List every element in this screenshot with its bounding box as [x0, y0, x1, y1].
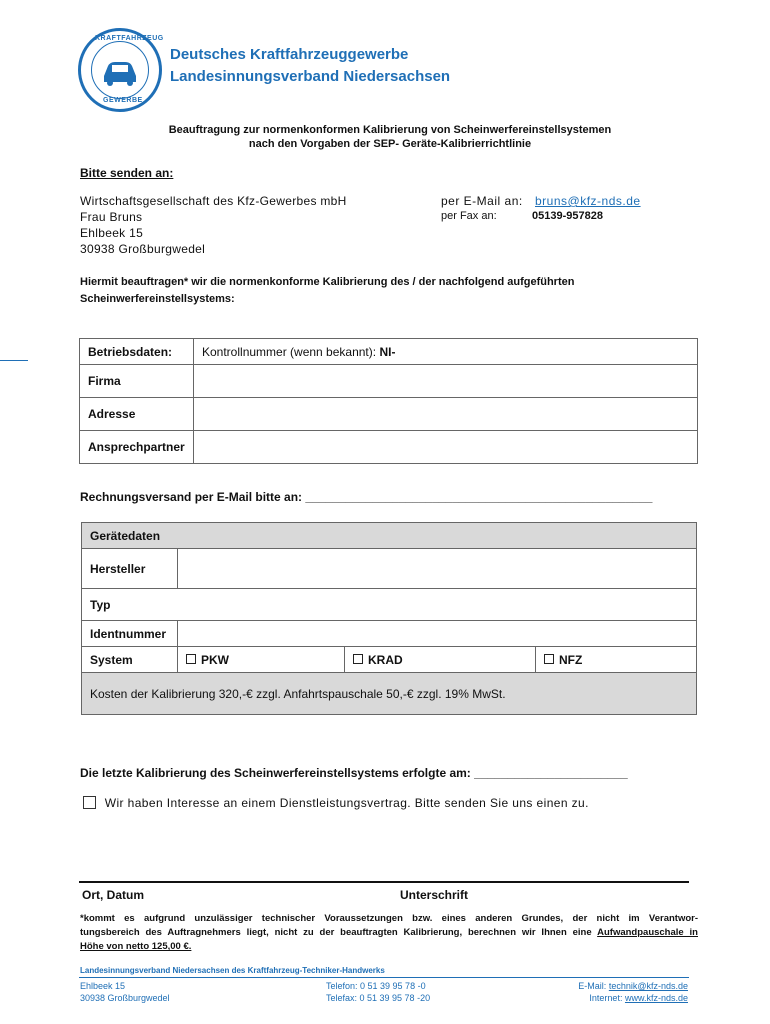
- service-contract-text: Wir haben Interesse an einem Dienstleistungsvertrag. Bitte senden Sie uns einen zu.: [104, 796, 589, 810]
- fold-mark: [0, 360, 28, 361]
- checkbox-icon[interactable]: [353, 654, 363, 664]
- address-line: Ehlbeek 15: [80, 226, 144, 240]
- intro-line1: Hiermit beauftragen* wir die normenkonforme Kalibrierung des / der nachfolgend aufgeführten: [80, 276, 575, 288]
- footer-email-row: [578, 981, 688, 991]
- signature-line: [79, 881, 689, 883]
- system-option-krad[interactable]: [345, 647, 536, 673]
- system-option-pkw[interactable]: [178, 647, 345, 673]
- org-name-line2: Landesinnungsverband Niedersachsen: [170, 68, 451, 85]
- email-label: per E-Mail an:: [441, 194, 523, 208]
- firma-input[interactable]: [194, 365, 698, 398]
- option-label-pkw: PKW: [201, 652, 229, 667]
- last-calibration-field[interactable]: _______________________: [474, 766, 628, 780]
- option-label-nfz: NFZ: [559, 652, 583, 667]
- business-data-label: Betriebsdaten:: [80, 339, 194, 365]
- control-number-field[interactable]: [194, 339, 698, 365]
- footnote-line1: *kommt es aufgrund unzulässiger technischer Voraussetzungen bzw. eines anderen Grundes, der nicht im Verantwor-: [80, 913, 698, 924]
- footer-web-row: [589, 993, 688, 1003]
- last-calibration-label: Die letzte Kalibrierung des Scheinwerfereinstellsystems erfolgte am:: [80, 766, 471, 780]
- identnummer-input[interactable]: [178, 621, 697, 647]
- typ-input[interactable]: [178, 589, 697, 621]
- row-label-identnummer: Identnummer: [82, 621, 178, 647]
- adresse-input[interactable]: [194, 398, 698, 431]
- car-icon: [91, 41, 149, 99]
- row-label-firma: Firma: [80, 365, 194, 398]
- footnote-line2: [80, 926, 698, 940]
- footer-street: Ehlbeek 15: [80, 981, 126, 991]
- last-calibration-row: [80, 766, 628, 780]
- device-data-heading: Gerätedaten: [82, 523, 697, 549]
- intro-line2: Scheinwerfereinstellsystems:: [80, 293, 235, 305]
- checkbox-icon[interactable]: [544, 654, 554, 664]
- cost-note: Kosten der Kalibrierung 320,-€ zzgl. Anfahrtspauschale 50,-€ zzgl. 19% MwSt.: [82, 673, 697, 715]
- hersteller-input[interactable]: [178, 549, 697, 589]
- logo-text-top: KRAFTFAHRZEUG: [95, 35, 164, 42]
- address-line: Frau Bruns: [80, 210, 143, 224]
- footnote-fee-amount: Höhe von netto 125,00 €.: [80, 941, 192, 952]
- row-label-ansprechpartner: Ansprechpartner: [80, 431, 194, 464]
- footnote-line2-text: tungsbereich des Auftragnehmers liegt, nicht zu der beauftragten Kalibrierung, berechnen wir Ihnen eine: [80, 927, 592, 938]
- control-number-prefix: NI-: [379, 344, 396, 359]
- address-line: 30938 Großburgwedel: [80, 242, 206, 256]
- footnote-fee-highlight: Aufwandpauschale in: [597, 927, 698, 938]
- service-contract-checkbox[interactable]: [83, 796, 96, 809]
- footer-divider: [79, 977, 689, 978]
- row-label-hersteller: Hersteller: [82, 549, 178, 589]
- footer-web-label: Internet:: [589, 993, 623, 1003]
- control-number-label: Kontrollnummer (wenn bekannt):: [202, 344, 377, 359]
- fax-label: per Fax an:: [441, 210, 497, 222]
- email-link[interactable]: bruns@kfz-nds.de: [535, 194, 641, 208]
- invoice-email-row: [80, 490, 652, 504]
- send-to-heading: Bitte senden an:: [80, 166, 174, 180]
- place-date-label: Ort, Datum: [82, 888, 145, 902]
- row-label-adresse: Adresse: [80, 398, 194, 431]
- ansprechpartner-input[interactable]: [194, 431, 698, 464]
- fax-number: 05139-957828: [532, 210, 603, 222]
- option-label-krad: KRAD: [368, 652, 403, 667]
- device-data-table: [81, 522, 697, 715]
- footer-fax: Telefax: 0 51 39 95 78 -20: [326, 993, 431, 1003]
- footer-city: 30938 Großburgwedel: [80, 993, 170, 1003]
- logo-text-bottom: GEWERBE: [103, 97, 143, 104]
- signature-label: Unterschrift: [400, 888, 469, 902]
- kfz-gewerbe-logo: [78, 28, 162, 112]
- row-label-system: System: [82, 647, 178, 673]
- footer-web-link[interactable]: www.kfz-nds.de: [624, 993, 688, 1003]
- invoice-email-field[interactable]: ____________________________________________________: [305, 490, 653, 504]
- row-label-typ: Typ: [82, 589, 178, 621]
- business-data-table: [79, 338, 698, 464]
- invoice-email-label: Rechnungsversand per E-Mail bitte an:: [80, 490, 303, 504]
- address-line: Wirtschaftsgesellschaft des Kfz-Gewerbes mbH: [80, 194, 347, 208]
- org-name-line1: Deutsches Kraftfahrzeuggewerbe: [170, 46, 409, 63]
- system-option-nfz[interactable]: [536, 647, 697, 673]
- document-title-line2: nach den Vorgaben der SEP- Geräte-Kalibrierrichtlinie: [248, 138, 532, 150]
- footer-phone: Telefon: 0 51 39 95 78 -0: [326, 981, 426, 991]
- footer-email-link[interactable]: technik@kfz-nds.de: [608, 981, 688, 991]
- footer-org: Landesinnungsverband Niedersachsen des Kraftfahrzeug-Techniker-Handwerks: [80, 966, 385, 975]
- footer-email-label: E-Mail:: [578, 981, 607, 991]
- checkbox-icon[interactable]: [186, 654, 196, 664]
- document-title-line1: Beauftragung zur normenkonformen Kalibrierung von Scheinwerfereinstellsystemen: [168, 124, 612, 136]
- service-contract-row[interactable]: [83, 796, 589, 810]
